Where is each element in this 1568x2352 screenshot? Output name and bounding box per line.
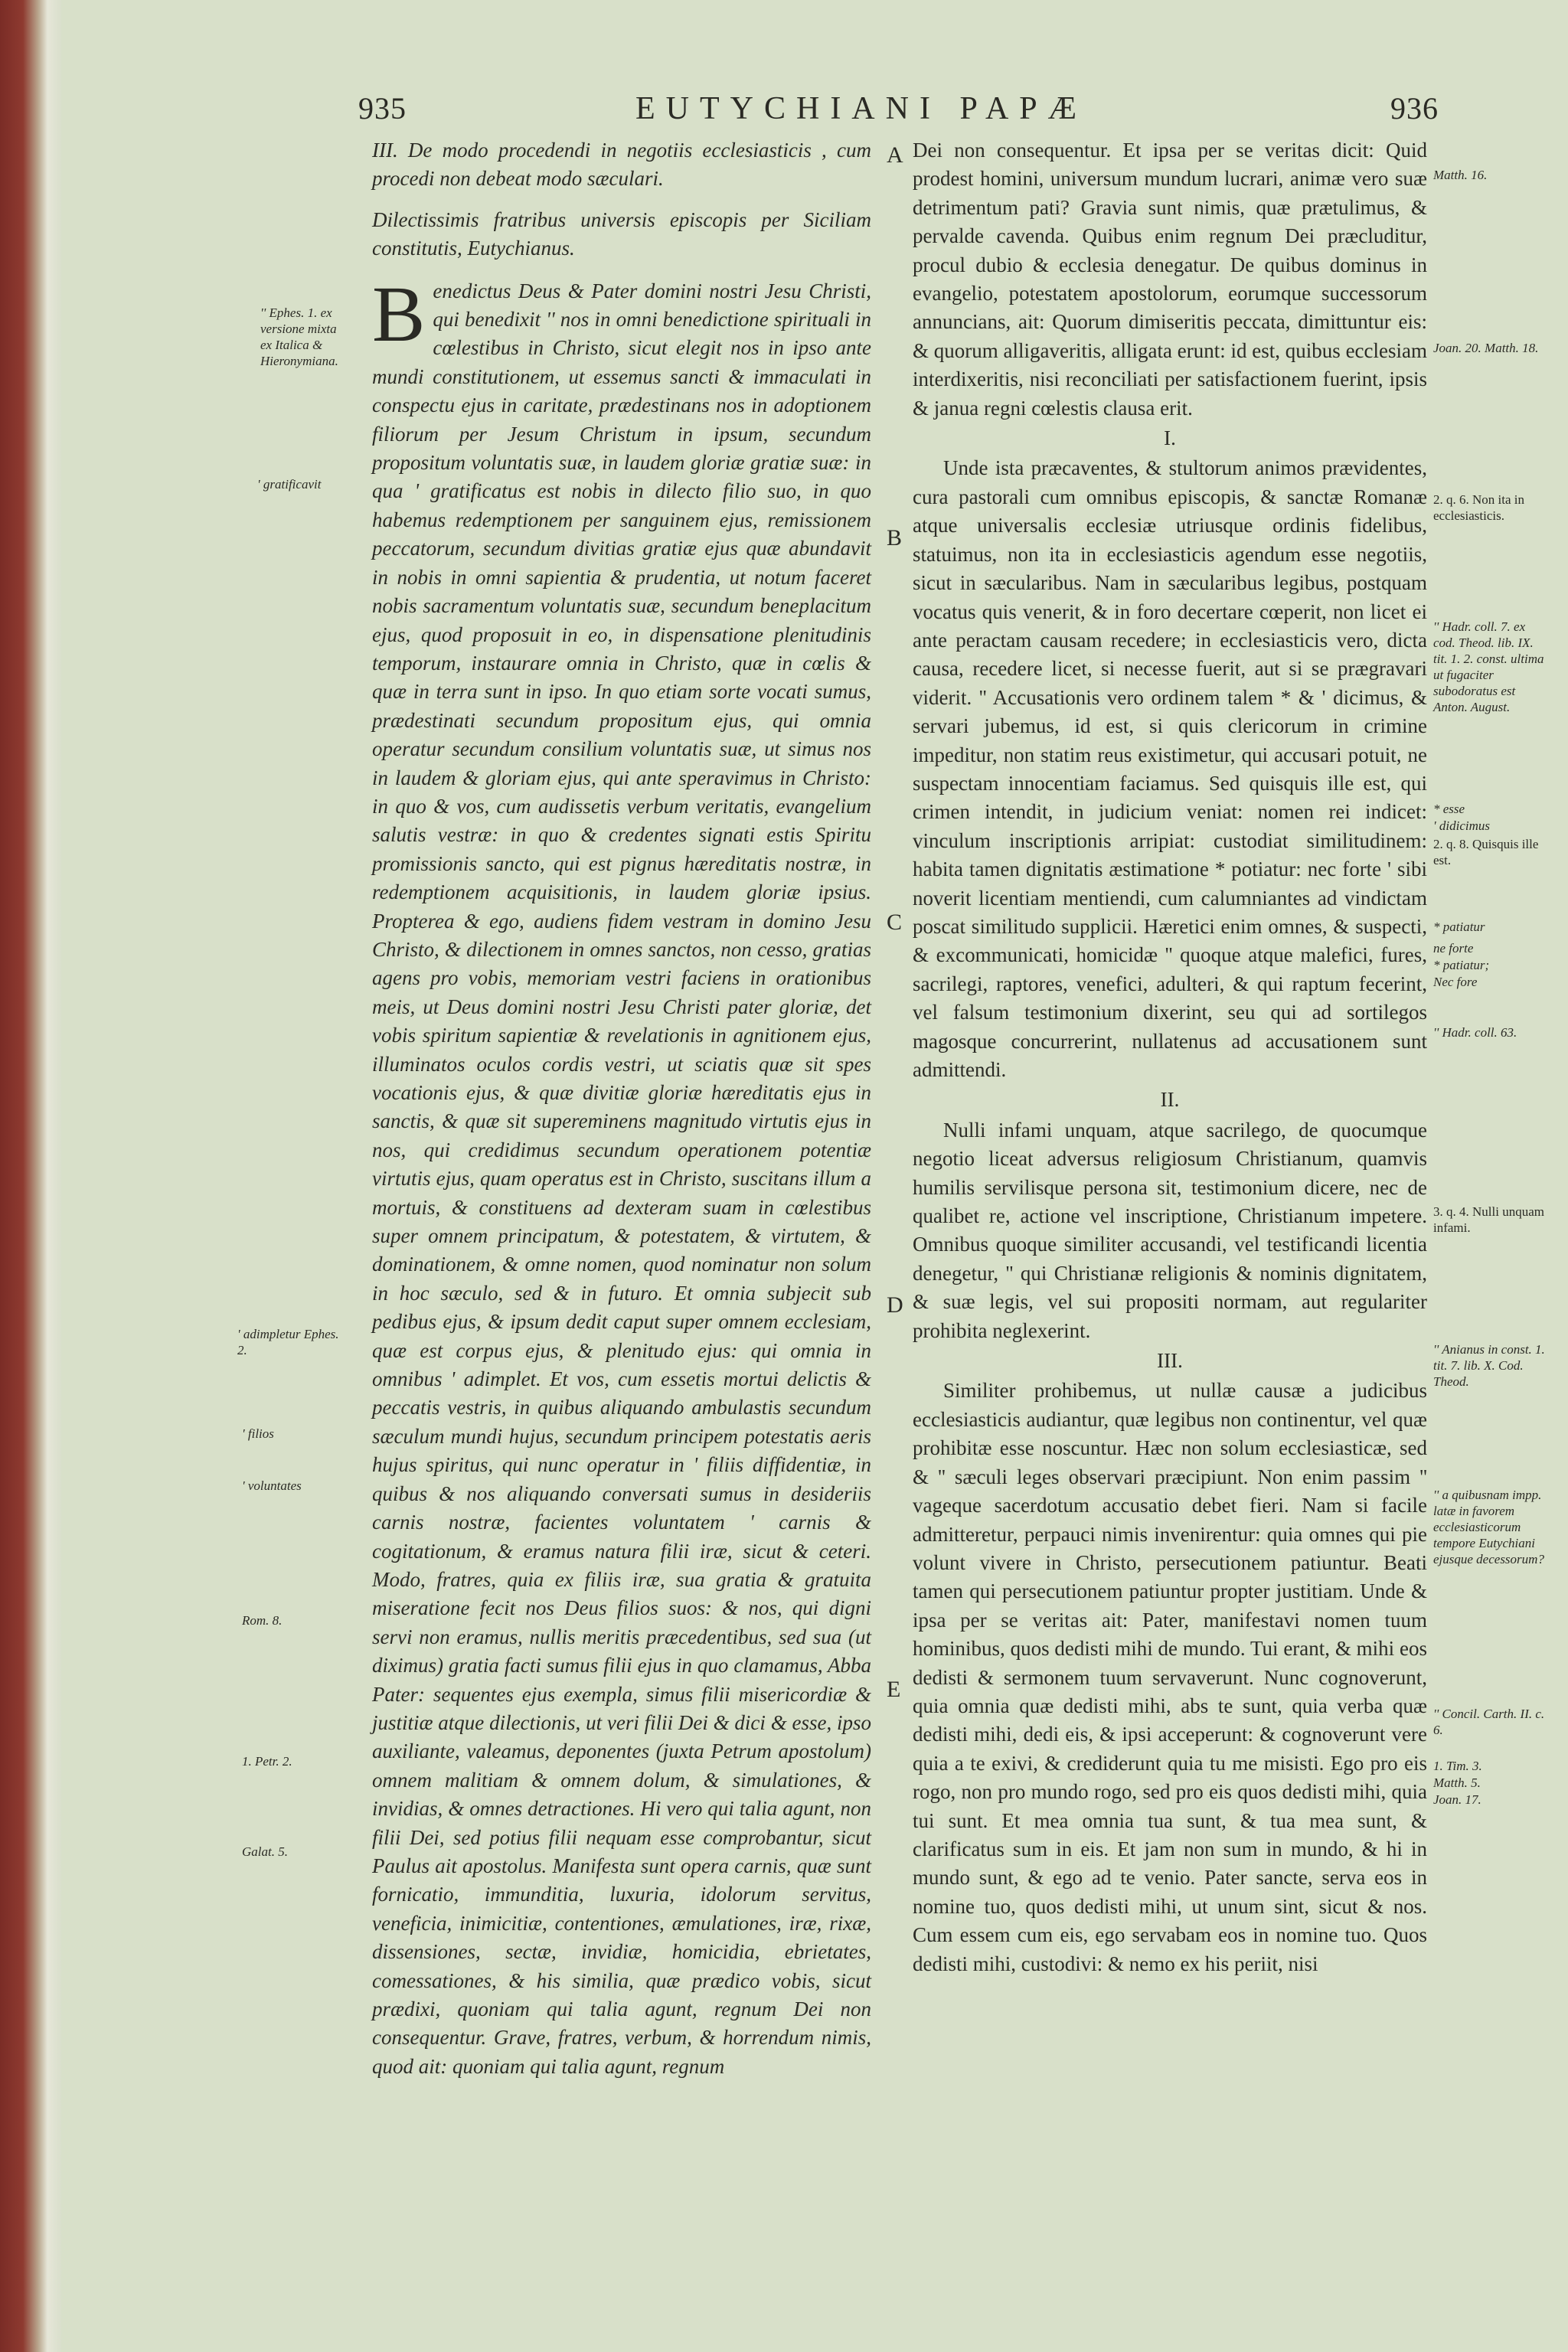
section-number-2: II. bbox=[1160, 1088, 1180, 1112]
page-number-right: 936 bbox=[1390, 91, 1439, 126]
margin-note-left: Galat. 5. bbox=[242, 1844, 288, 1859]
margin-note-right: '' Anianus in const. 1. tit. 7. lib. X. Cod. Theod. bbox=[1433, 1342, 1545, 1389]
margin-note-right: 3. q. 4. Nulli unquam infami. bbox=[1433, 1204, 1544, 1235]
margin-note-right: ne forte bbox=[1433, 941, 1474, 956]
section-letter-b: B bbox=[887, 525, 903, 550]
letter-address: Dilectissimis fratribus universis episcopis per Siciliam constitutis, Eutychianus. bbox=[372, 207, 871, 260]
margin-note-right: '' Hadr. coll. 7. ex cod. Theod. lib. IX. tit. 1. 2. const. ultima ut fugaciter subodoratus est Anton. August. bbox=[1433, 619, 1544, 714]
chapter-heading: III. De modo procedendi in negotiis ecclesiasticis , cum procedi non debeat modo sæculari. bbox=[372, 139, 871, 191]
left-column bbox=[372, 136, 871, 2081]
margin-note-right: Nec fore bbox=[1433, 975, 1478, 989]
section-letter-d: D bbox=[887, 1292, 903, 1318]
margin-note-left: ' gratificavit bbox=[257, 477, 322, 492]
section-letter-e: E bbox=[887, 1677, 901, 1702]
right-column bbox=[913, 136, 1427, 1978]
paragraph-1: Unde ista præcaventes, & stultorum animos prævidentes, cura pastorali cum omnibus episcopis, & sanctæ Romanæ atque universalis ecclesiæ utriusque ordinis fidelibus, statuimus, non ita in ecclesiasticis agendum esse negotiis, sicut in sæcularibus. Nam in sæcularibus legibus, postquam vocatus quis venerit, & in foro decertare cœperit, non licet ei ante peractam causam recedere; in ecclesiasticis vero, dicta causa, recedere licet, si necesse fuerit, aut si se prægravari viderit. '' Accusationis vero ordinem talem * & ' dicimus, & servari jubemus, id est, si quis clericorum in crimine impeditur, non statim reus existimetur, qui accusari potuit, ne suspectam innocentiam faciamus. Sed quisquis ille est, qui crimen intendit, in judicium veniat: nomen rei indicet: vinculum inscriptionis arripiat: custodiat similitudinem: habita tamen dignitatis æstimatione * potiatur: nec forte ' sibi noverit licentiam mentiendi, cum calumniantes ad vindictam poscat similitudo supplicii. Hæretici enim omnes, & suspecti, & excommunicati, homicidæ '' quoque atque malefici, fures, sacrilegi, raptores, venefici, adulteri, & qui raptum fecerint, vel falsum testimonium dixerint, seu qui ad sortilegos magosque concurrerint, nullatenus ad accusationem sunt admittendi. bbox=[913, 456, 1427, 1081]
page-number-left: 935 bbox=[358, 91, 407, 126]
section-letter-a: A bbox=[887, 142, 903, 168]
margin-note-right: '' a quibusnam impp. latæ in favorem ecclesiasticorum tempore Eutychiani ejusque decessorum? bbox=[1433, 1488, 1544, 1566]
margin-note-right: '' Concil. Carth. II. c. 6. bbox=[1433, 1707, 1545, 1737]
margin-note-right: '' Hadr. coll. 63. bbox=[1433, 1025, 1517, 1040]
drop-cap: B bbox=[372, 270, 426, 358]
paragraph-continuation: Dei non consequentur. Et ipsa per se veritas dicit: Quid prodest homini, universum mundum lucrari, animæ vero suæ detrimentum pati? Gravia sunt nimis, quæ prætulimus, & pervalde cavenda. Quibus enim regnum Dei præcluditur, procul dubio & ecclesia denegatur. De quibus dominus in evangelio, potestatem apostolorum, eorumque successorum annuncians, ait: Quorum dimiseritis peccata, dimittuntur eis: & quorum alligaveritis, alligata erunt: id est, quibus ecclesiam interdixeritis, nisi reconciliati per satisfactionem fuerint, ipsis & janua regni cœlestis clausa erit. bbox=[913, 139, 1427, 420]
margin-note-right: * esse bbox=[1433, 802, 1465, 816]
section-number-1: I. bbox=[1164, 426, 1176, 450]
margin-note-left: 1. Petr. 2. bbox=[242, 1754, 292, 1769]
running-title: EUTYCHIANI PAPÆ bbox=[635, 91, 1087, 126]
margin-note-right: Joan. 20. Matth. 18. bbox=[1433, 341, 1539, 355]
margin-note-left: ' adimpletur Ephes. 2. bbox=[237, 1327, 339, 1357]
margin-note-right: * patiatur; bbox=[1433, 958, 1490, 972]
section-number-3: III. bbox=[1157, 1349, 1183, 1373]
section-letter-c: C bbox=[887, 910, 903, 935]
margin-note-right: Matth. 16. bbox=[1433, 168, 1488, 182]
margin-note-left: Rom. 8. bbox=[242, 1613, 283, 1628]
margin-note-right: ' didicimus bbox=[1433, 818, 1490, 833]
margin-note-right: 2. q. 6. Non ita in ecclesiasticis. bbox=[1433, 492, 1524, 523]
margin-note-left: '' Ephes. 1. ex versione mixta ex Italica & Hieronymiana. bbox=[260, 305, 338, 368]
margin-note-right: Matth. 5. bbox=[1433, 1775, 1481, 1790]
margin-note-right: Joan. 17. bbox=[1433, 1792, 1481, 1807]
margin-note-right: 1. Tim. 3. bbox=[1433, 1759, 1482, 1773]
paragraph-3: Similiter prohibemus, ut nullæ causæ a judicibus ecclesiasticis audiantur, quæ legibus non continentur, vel quæ prohibitæ esse noscuntur. Hæc non solum ecclesiasticæ, sed & '' sæculi leges observari præcipiunt. Non enim passim '' vageque sacerdotum accusatio debet fieri. Nam si facile admitteretur, perpauci nimis invenirentur: quia omnes qui pie volunt vivere in Christo, persecutionem patiuntur. Beati tamen qui persecutionem patiuntur propter justitiam. Unde & ipsa per se veritas ait: Pater, manifestavi nomen tuum hominibus, quos dedisti mihi de mundo. Tui erant, & mihi eos dedisti & sermonem tuum servaverunt. Nunc cognoverunt, quia omnia quæ dedisti mihi, abs te sunt, quia verba quæ dedisti mihi, dedi eis, & ipsi acceperunt: & cognoverunt vere quia a te exivi, & crediderunt quia tu me misisti. Ego pro eis rogo, non pro mundo rogo, sed pro eis quos dedisti mihi, quia tui sunt. Et mea omnia tua sunt, & tua mea sunt, & clarificatus sum in eis. Et jam non sum in mundo, & hi in mundo sunt, & ego ad te venio. Pater sancte, serva eos in nomine tuo, quos dedisti mihi, ut unum sint, sicut & nos. Cum essem cum eis, ego servabam eos in nomine tuo. Quos dedisti mihi, custodivi: & nemo ex his periit, nisi bbox=[913, 1379, 1427, 1975]
margin-note-left: ' filios bbox=[242, 1426, 274, 1441]
margin-note-right: * patiatur bbox=[1433, 920, 1485, 934]
margin-note-left: ' voluntates bbox=[242, 1478, 302, 1493]
book-binding bbox=[0, 0, 61, 2352]
paragraph-2: Nulli infami unquam, atque sacrilego, de quocumque negotio liceat adversus religiosum Christianum, quamvis humilis servilisque persona sit, testimonium dicere, nec de qualibet re, actione vel inscriptione, Christianum impetere. Omnibus quoque similiter accusandi, vel testificandi licentia denegetur, '' qui Christianæ religionis & nominis dignitatem, & suæ legis, vel sui propositi normam, aut regulariter prohibita neglexerint. bbox=[913, 1118, 1427, 1342]
margin-note-right: 2. q. 8. Quisquis ille est. bbox=[1433, 837, 1539, 867]
letter-body: enedictus Deus & Pater domini nostri Jesu Christi, qui benedixit '' nos in omni benedictione spirituali in cœlestibus in Christo, sicut elegit nos in ipso ante mundi constitutionem, ut essemus sancti & immaculati in conspectu ejus in caritate, prædestinans nos in adoptionem filiorum per Jesum Christum in ipsum, secundum propositum voluntatis suæ, in laudem gloriæ gratiæ suæ: in qua ' gratificatus est nobis in dilecto filio suo, in quo habemus redemptionem per sanguinem ejus, remissionem peccatorum, secundum divitias gratiæ ejus quæ abundavit in nobis in omni sapientia & prudentia, ut notum faceret nobis sacramentum voluntatis suæ, secundum beneplacitum ejus, quod proposuit in eo, in dispensatione plenitudinis temporum, instaurare omnia in Christo, quæ in cœlis & quæ in terra sunt in ipso. In quo etiam sorte vocati sumus, prædestinati secundum propositum ejus, qui omnia operatur secundum consilium voluntatis suæ, ut simus nos in laudem & gloriam ejus, qui ante speravimus in Christo: in quo & vos, cum audissetis verbum veritatis, evangelium salutis vestræ: in quo & credentes signati estis Spiritu promissionis sancto, qui est pignus hæreditatis nostræ, in redemptionem acquisitionis, in laudem gloriæ ipsius. Propterea & ego, audiens fidem vestram in domino Jesu Christo, & dilectionem in omnes sanctos, non cesso, gratias agens pro vobis, memoriam vestri faciens in orationibus meis, ut Deus domini nostri Jesu Christi pater gloriæ, det vobis spiritum sapientiæ & revelationis in agnitionem ejus, illuminatos oculos cordis vestri, ut sciatis quæ sit spes vocationis ejus, & quæ divitiæ gloriæ hæreditatis ejus in sanctis, & quæ sit supereminens magnitudo virtutis ejus in nos, qui credidimus secundum operationem potentiæ virtutis ejus, quam operatus est in Christo, suscitans illum a mortuis, & constituens ad dexteram suam in cœlestibus super omnem principatum, & potestatem, & virtutem, & dominationem, & omne nomen, quod nominatur non solum in hoc sæculo, sed & in futuro. Et omnia subjecit sub pedibus ejus, & ipsum dedit caput super omnem ecclesiam, quæ est corpus ejus, & plenitudo ejus: qui omnia in omnibus ' adimplet. Et vos, cum essetis mortui delictis & peccatis vestris, in quibus aliquando ambulastis secundum sæculum mundi hujus, secundum principem potestatis aeris hujus spiritus, qui nunc operatur in ' filiis diffidentiæ, in quibus & nos aliquando conversati sumus in desideriis carnis nostræ, facientes voluntatem ' carnis & cogitationum, & eramus natura filii iræ, sicut & ceteri. Modo, fratres, quia ex filiis iræ, sua gratia & gratuita miseratione fecit nos Deus filios suos: & nos, qui digni servi non eramus, nullis meritis præcedentibus, sed sua (ut diximus) gratia facti sumus filii ejus in quo clamamus, Abba Pater: sequentes ejus exempla, simus filii misericordiæ & justitiæ atque dilectionis, ut veri filii Dei & dici & esse, ipso auxiliante, valeamus, deponentes (juxta Petrum apostolum) omnem malitiam & omnem dolum, & simulationes, & invidias, & omnes detractiones. Hi vero qui talia agunt, non filii Dei, sed potius filii nequam esse comprobantur, sicut Paulus ait apostolus. Manifesta sunt opera carnis, quæ sunt fornicatio, immunditia, luxuria, idolorum servitus, veneficia, inimicitiæ, contentiones, æmulationes, iræ, rixæ, dissensiones, sectæ, invidiæ, homicidia, ebrietates, comessationes, & his similia, quæ prædico vobis, sicut prædixi, quoniam qui talia agunt, regnum Dei non consequentur. Grave, fratres, verbum, & horrendum nimis, quod ait: quoniam qui talia agunt, regnum bbox=[372, 279, 871, 2078]
